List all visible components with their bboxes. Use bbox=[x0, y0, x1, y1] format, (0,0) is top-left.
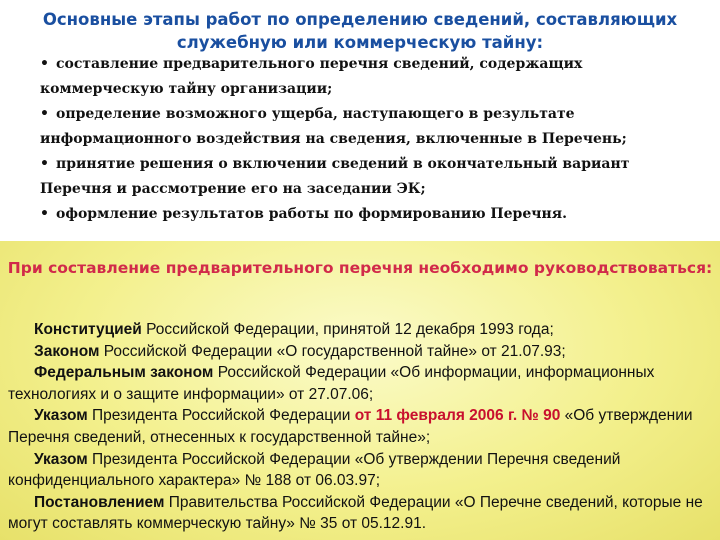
stage-text: составление предварительного перечня сведений, содержащих коммерческую тайну организации; bbox=[40, 56, 583, 97]
stage-item bbox=[40, 52, 705, 102]
bullet-icon: • bbox=[40, 106, 49, 122]
reference-lead: Федеральным законом bbox=[34, 364, 214, 382]
reference-text: Российской Федерации «Об информации, информационных технологиях и о защите информации» от 27.07.06; bbox=[8, 364, 655, 403]
panel-title: При составление предварительного перечня необходимо руководствоваться: bbox=[7, 259, 713, 277]
decree-date-highlight: от 11 февраля 2006 г. № 90 bbox=[354, 407, 561, 425]
reference-lead: Законом bbox=[34, 342, 100, 360]
reference-text: Президента Российской Федерации bbox=[87, 407, 355, 425]
reference-item bbox=[8, 362, 714, 405]
reference-lead: Постановлением bbox=[34, 493, 165, 511]
reference-lead: Указом bbox=[34, 407, 88, 425]
stages-list bbox=[40, 52, 705, 227]
legal-basis-panel bbox=[0, 241, 720, 540]
reference-item bbox=[8, 341, 714, 363]
reference-lead: Указом bbox=[34, 450, 88, 468]
legal-references bbox=[8, 319, 714, 535]
reference-tail: «Об утверждении Перечня сведений, отнесенных к государственной тайне»; bbox=[8, 407, 693, 446]
slide-title: Основные этапы работ по определению сведений, составляющих служебную или коммерческую тайну: bbox=[42, 10, 678, 52]
bullet-icon: • bbox=[40, 56, 49, 72]
reference-text: Президента Российской Федерации «Об утверждении Перечня сведений конфиденциального характера» № 188 от 06.03.97; bbox=[8, 450, 621, 490]
reference-item bbox=[8, 492, 714, 535]
stage-text: принятие решения о включении сведений в окончательный вариант Перечня и рассмотрение его на заседании ЭК; bbox=[40, 156, 630, 197]
stage-text: определение возможного ущерба, наступающего в результате информационного воздействия на сведения, включенные в Перечень; bbox=[40, 106, 627, 147]
reference-item bbox=[8, 449, 714, 492]
stage-item bbox=[40, 102, 705, 152]
reference-text: Российской Федерации «О государственной тайне» от 21.07.93; bbox=[99, 342, 566, 360]
reference-text: Правительства Российской Федерации «О Перечне сведений, которые не могут составлять коммерческую тайну» № 35 от 05.12.91. bbox=[8, 493, 703, 533]
stage-item bbox=[40, 152, 705, 202]
stage-text: оформление результатов работы по формированию Перечня. bbox=[56, 206, 567, 222]
bullet-icon: • bbox=[40, 156, 49, 172]
stage-item bbox=[40, 202, 705, 227]
bullet-icon: • bbox=[40, 206, 49, 222]
reference-item bbox=[8, 405, 714, 448]
reference-text: Российской Федерации, принятой 12 декабря 1993 года; bbox=[141, 321, 554, 338]
reference-item bbox=[8, 319, 714, 341]
reference-lead: Конституцией bbox=[34, 321, 142, 338]
